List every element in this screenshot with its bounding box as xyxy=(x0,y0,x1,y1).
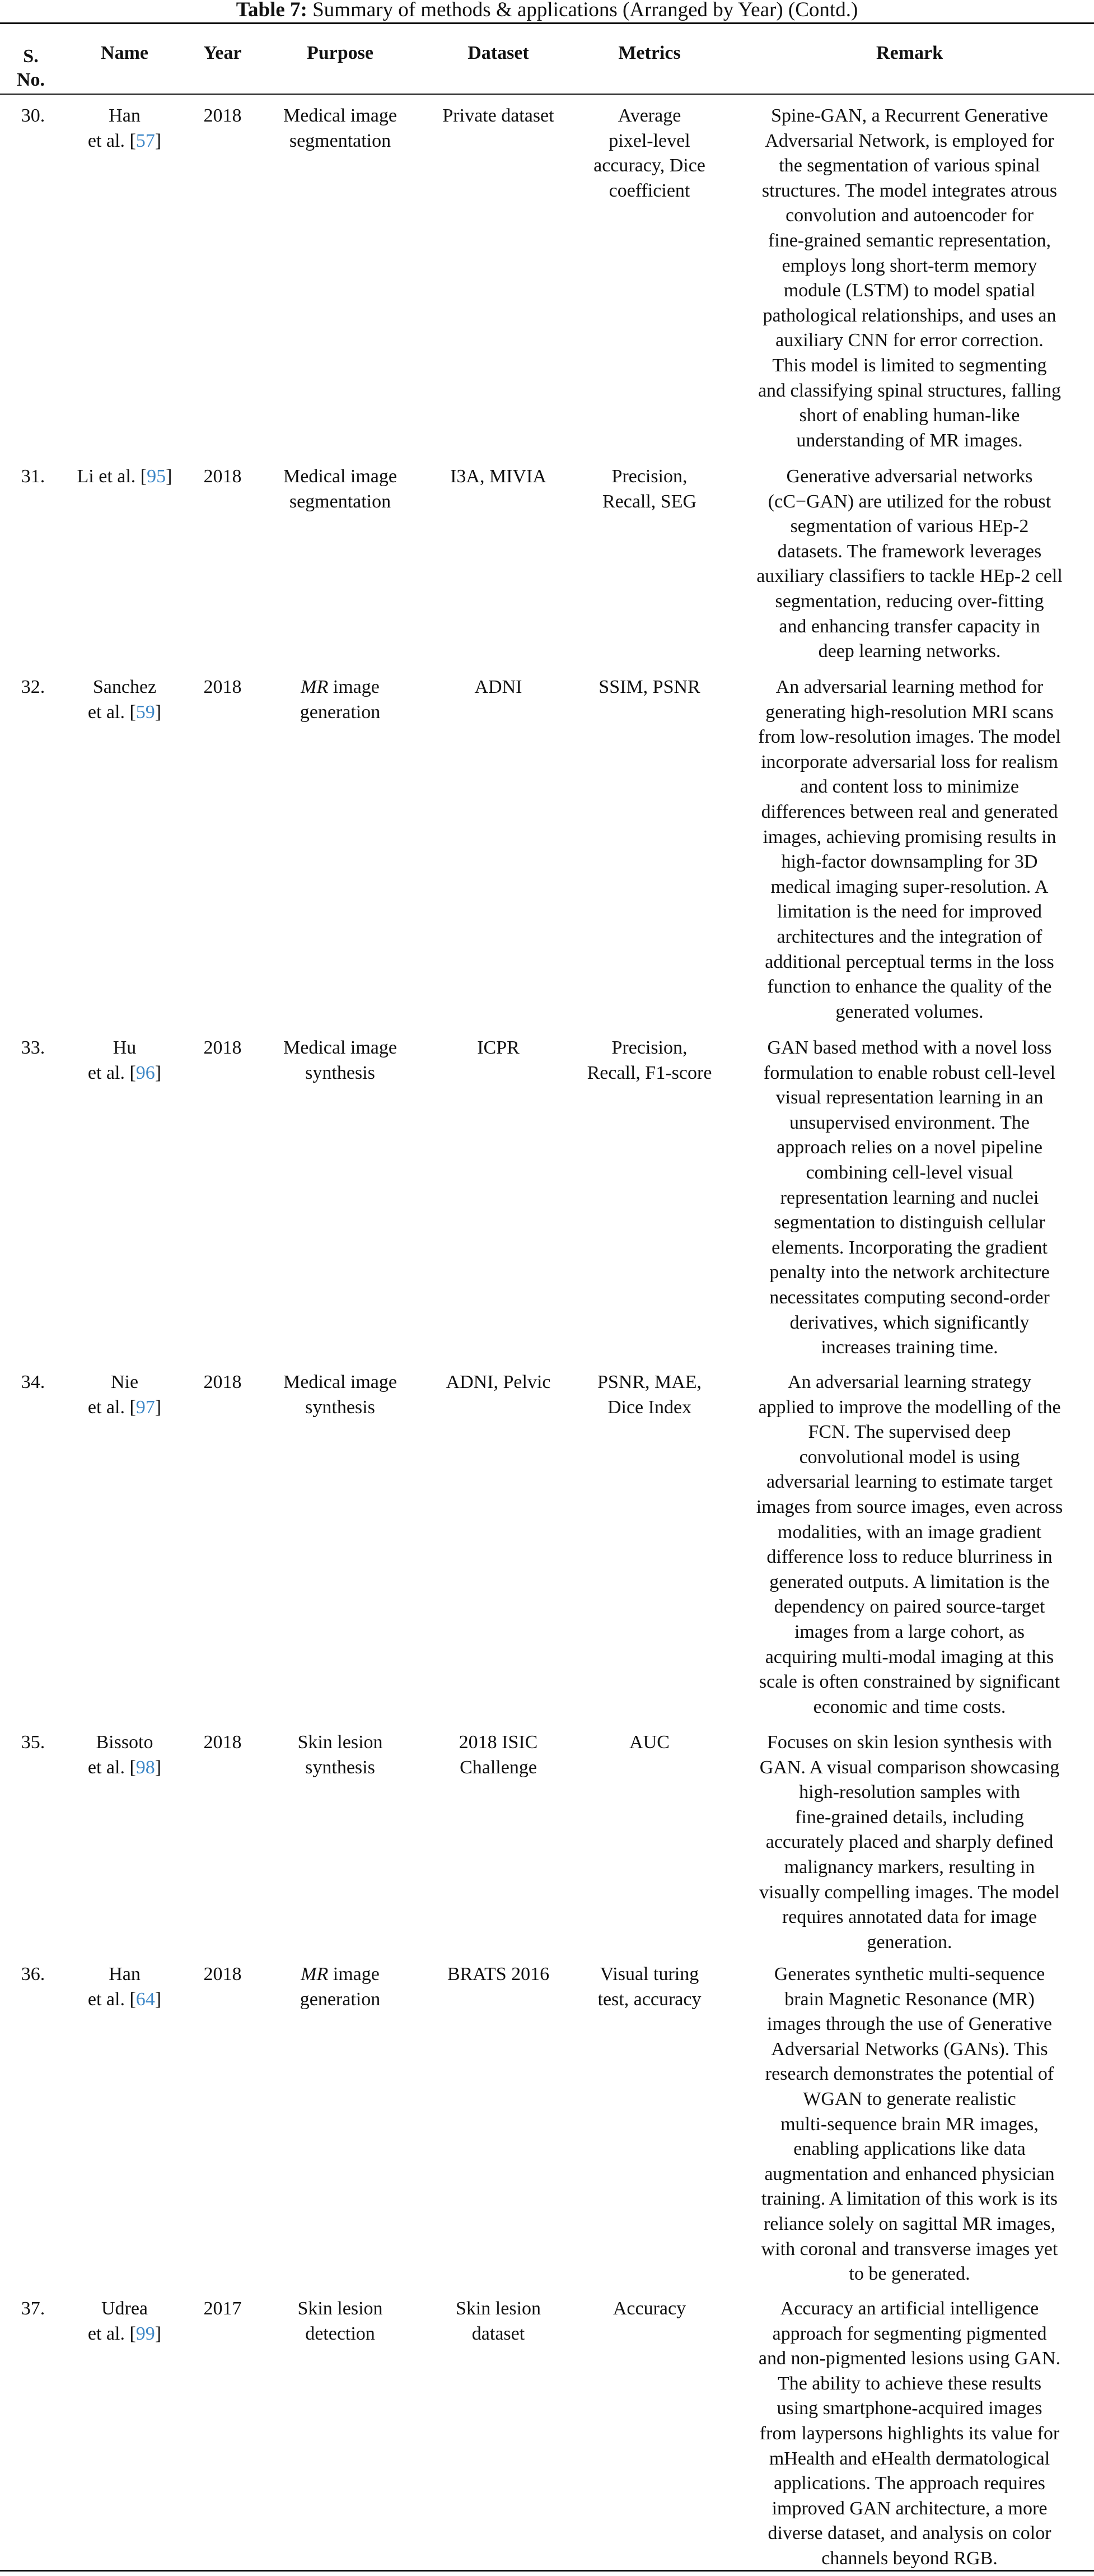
row-year: 2018 xyxy=(203,1372,242,1392)
row-sno: 34. xyxy=(21,1372,45,1392)
row-purpose: MR image generation xyxy=(300,677,381,723)
row-remark: Generative adversarial networks (cC−GAN) are utilized for the robust segmentation of various HEp-2 datasets. The framework leverages auxiliary classifiers to tackle HEp-2 cell segmentation, reducing over-fitting and enhancing transfer capacity in deep learning networks. xyxy=(756,466,1063,662)
row-metrics: PSNR, MAE, Dice Index xyxy=(597,1372,702,1418)
header-purpose: Purpose xyxy=(307,43,373,63)
row-metrics: Accuracy xyxy=(613,2298,686,2319)
table-row xyxy=(0,1721,1094,1955)
header-sno xyxy=(0,25,62,93)
row-dataset: BRATS 2016 xyxy=(447,1964,550,1985)
row-remark: Accuracy an artificial intelligence approach for segmenting pigmented and non-pigmented lesions using GAN. The ability to achieve these results using smartphone-acquired images from laypersons highlights its value for mHealth and eHealth dermatological applications. The approach requires improved GAN architecture, a more diverse dataset, and analysis on color channels beyond RGB. xyxy=(758,2298,1061,2569)
row-dataset: ICPR xyxy=(477,1037,520,1058)
row-remark: An adversarial learning method for generating high-resolution MRI scans from low-resolution images. The model incorporate adversarial loss for realism and content loss to minimize differences between real and generated images, achieving promising results in high-factor downsampling for 3D medical imaging super-resolution. A limitation is the need for improved architectures and the integration of additional perceptual terms in the loss function to enhance the quality of the generated volumes. xyxy=(758,677,1061,1022)
table-row xyxy=(0,1027,1094,1361)
row-purpose: Skin lesion synthesis xyxy=(297,1732,383,1778)
row-metrics: Precision, Recall, SEG xyxy=(602,466,697,512)
row-name: Han et al. [64] xyxy=(87,1964,162,2010)
row-sno: 37. xyxy=(21,2298,45,2319)
table-row xyxy=(0,1953,1094,2287)
row-dataset: I3A, MIVIA xyxy=(450,466,546,487)
header-dataset: Dataset xyxy=(467,43,529,63)
row-year: 2018 xyxy=(203,1732,242,1753)
row-name: Han et al. [57] xyxy=(87,105,162,151)
table-caption-text: Summary of methods & applications (Arranged by Year) (Contd.) xyxy=(307,0,858,21)
row-remark: GAN based method with a novel loss formulation to enable robust cell-level visual representation learning in an unsupervised environment. The approach relies on a novel pipeline combining cell-level visual representation learning and nuclei segmentation to distinguish cellular elements. Incorporating the gradient penalty into the network architecture necessitates computing second-order derivatives, which significantly increases training time. xyxy=(763,1037,1056,1358)
row-metrics: Visual turing test, accuracy xyxy=(597,1964,702,2010)
row-metrics: SSIM, PSNR xyxy=(599,677,700,697)
citation-link[interactable]: 57 xyxy=(135,130,155,151)
row-year: 2018 xyxy=(203,105,242,126)
table-caption-label: Table 7: xyxy=(236,0,307,21)
table-row xyxy=(0,1361,1094,1720)
citation-link[interactable]: 97 xyxy=(135,1396,155,1418)
row-name: Hu et al. [96] xyxy=(87,1037,162,1083)
row-purpose: Medical image segmentation xyxy=(283,105,397,151)
row-dataset: 2018 ISIC Challenge xyxy=(459,1732,538,1778)
row-dataset: ADNI, Pelvic xyxy=(446,1372,551,1392)
row-remark: An adversarial learning strategy applied to improve the modelling of the FCN. The supervised deep convolutional model is using adversarial learning to estimate target images from source images, even across modalities, with an image gradient difference loss to reduce blurriness in generated outputs. A limitation is the dependency on paired source-target images from a large cohort, as acquiring multi-modal imaging at this scale is often constrained by significant economic and time costs. xyxy=(756,1372,1063,1717)
table-row xyxy=(0,2288,1094,2572)
row-year: 2018 xyxy=(203,466,242,487)
header-sno-line2: No. xyxy=(16,69,45,90)
header-year: Year xyxy=(203,43,242,63)
row-sno: 32. xyxy=(21,677,45,697)
table-row xyxy=(0,666,1094,1024)
row-remark: Generates synthetic multi-sequence brain Magnetic Resonance (MR) images through the use of Generative Adversarial Networks (GANs). This research demonstrates the potential of WGAN to generate realistic multi-sequence brain MR images, enabling applications like data augmentation and enhanced physician training. A limitation of this work is its reliance solely on sagittal MR images, with coronal and transverse images yet to be generated. xyxy=(761,1964,1058,2285)
header-sno-line1: S. xyxy=(23,46,39,67)
row-year: 2018 xyxy=(203,677,242,697)
row-metrics: Average pixel-level accuracy, Dice coefficient xyxy=(593,105,705,201)
row-name: Udrea et al. [99] xyxy=(87,2298,162,2344)
row-purpose: Medical image segmentation xyxy=(283,466,397,512)
citation-link[interactable]: 64 xyxy=(135,1988,155,2010)
row-metrics: AUC xyxy=(629,1732,670,1753)
table-top-rule xyxy=(0,22,1094,24)
row-sno: 35. xyxy=(21,1732,45,1753)
row-remark: Focuses on skin lesion synthesis with GAN. A visual comparison showcasing high-resolution samples with fine-grained details, including accurately placed and sharply defined malignancy markers, resulting in visually compelling images. The model requires annotated data for image generation. xyxy=(759,1732,1060,1953)
header-remark: Remark xyxy=(876,43,943,63)
row-year: 2017 xyxy=(203,2298,242,2319)
row-sno: 31. xyxy=(21,466,45,487)
citation-link[interactable]: 59 xyxy=(135,701,155,723)
row-year: 2018 xyxy=(203,1964,242,1985)
table-bottom-rule xyxy=(0,2570,1094,2572)
row-dataset: Skin lesion dataset xyxy=(455,2298,541,2344)
row-purpose: Skin lesion detection xyxy=(297,2298,383,2344)
header-metrics: Metrics xyxy=(618,43,681,63)
row-purpose: MR image generation xyxy=(300,1964,381,2010)
citation-link[interactable]: 96 xyxy=(135,1062,155,1083)
row-name: Bissoto et al. [98] xyxy=(87,1732,162,1778)
row-sno: 30. xyxy=(21,105,45,126)
row-name: Nie et al. [97] xyxy=(87,1372,162,1418)
table-header-row xyxy=(0,25,1094,93)
row-sno: 33. xyxy=(21,1037,45,1058)
table-caption xyxy=(0,0,1094,20)
row-year: 2018 xyxy=(203,1037,242,1058)
citation-link[interactable]: 95 xyxy=(147,466,166,487)
citation-link[interactable]: 98 xyxy=(135,1757,155,1778)
row-purpose: Medical image synthesis xyxy=(283,1372,397,1418)
row-sno: 36. xyxy=(21,1964,45,1985)
table-row xyxy=(0,455,1094,664)
row-metrics: Precision, Recall, F1-score xyxy=(587,1037,712,1083)
citation-link[interactable]: 99 xyxy=(135,2323,155,2344)
row-purpose: Medical image synthesis xyxy=(283,1037,397,1083)
table-row xyxy=(0,95,1094,453)
row-dataset: Private dataset xyxy=(442,105,554,126)
row-remark: Spine-GAN, a Recurrent Generative Adversarial Network, is employed for the segmentation of various spinal structures. The model integrates atrous convolution and autoencoder for fine-grained semantic representation, employs long short-term memory module (LSTM) to model spatial pathological relationships, and uses an auxiliary CNN for error correction. This model is limited to segmenting and classifying spinal structures, falling short of enabling human-like understanding of MR images. xyxy=(758,105,1062,451)
row-name: Li et al. [95] xyxy=(77,466,172,487)
header-name: Name xyxy=(101,43,148,63)
row-dataset: ADNI xyxy=(474,677,522,697)
row-name: Sanchez et al. [59] xyxy=(87,677,162,723)
